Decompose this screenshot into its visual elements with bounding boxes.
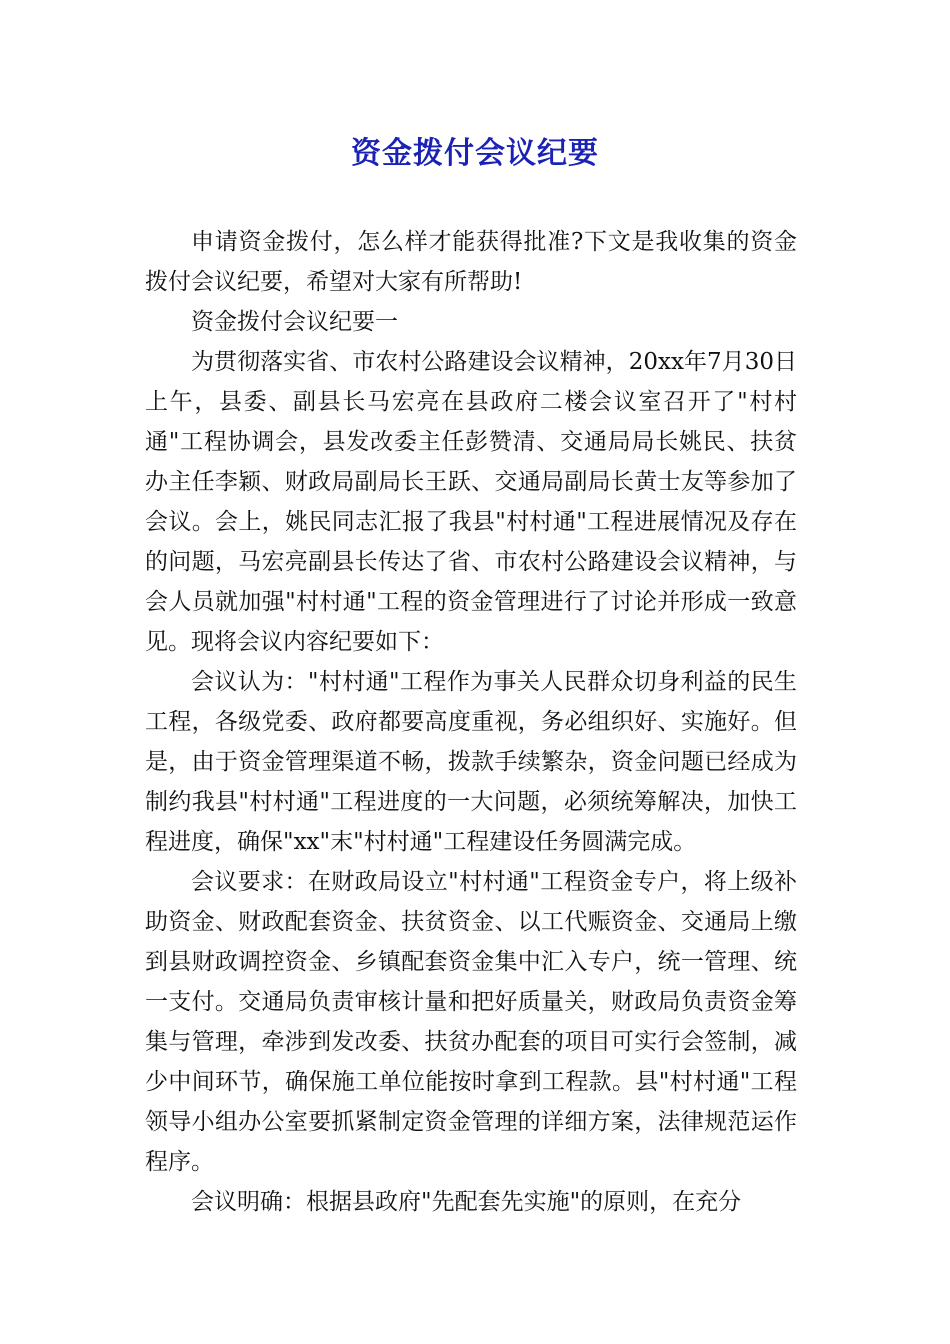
body-paragraph: 会议要求：在财政局设立"村村通"工程资金专户，将上级补助资金、财政配套资金、扶贫资金、以工代赈资金、交通局上缴到县财政调控资金、乡镇配套资金集中汇入专户，统一管理、统一支付。交通局负责审核计量和把好质量关，财政局负责资金筹集与管理，牵涉到发改委、扶贫办配套的项目可实行会签制，减少中间环节，确保施工单位能按时拿到工程款。县"村村通"工程领导小组办公室要抓紧制定资金管理的详细方案，法律规范运作程序。 [145, 869, 797, 1175]
document-title: 资金拨付会议纪要 [351, 136, 599, 171]
body-paragraph: 会议认为："村村通"工程作为事关人民群众切身利益的民生工程，各级党委、政府都要高度重视，务必组织好、实施好。但是，由于资金管理渠道不畅，拨款手续繁杂，资金问题已经成为制约我县"村村通"工程进度的一大问题，必须统筹解决，加快工程进度，确保"xx"末"村村通"工程建设任务圆满完成。 [145, 669, 797, 855]
document-body [145, 222, 797, 1222]
body-paragraph: 会议明确：根据县政府"先配套先实施"的原则，在充分 [191, 1189, 742, 1215]
body-paragraph: 为贯彻落实省、市农村公路建设会议精神，20xx年7月30日上午，县委、副县长马宏亮在县政府二楼会议室召开了"村村通"工程协调会，县发改委主任彭赞清、交通局局长姚民、扶贫办主任李颖、财政局副局长王跃、交通局副局长黄士友等参加了会议。会上，姚民同志汇报了我县"村村通"工程进展情况及存在的问题，马宏亮副县长传达了省、市农村公路建设会议精神，与会人员就加强"村村通"工程的资金管理进行了讨论并形成一致意见。现将会议内容纪要如下： [145, 349, 797, 655]
intro-paragraph: 申请资金拨付，怎么样才能获得批准?下文是我收集的资金拨付会议纪要，希望对大家有所帮助! [145, 229, 797, 295]
section-heading: 资金拨付会议纪要一 [191, 309, 398, 335]
